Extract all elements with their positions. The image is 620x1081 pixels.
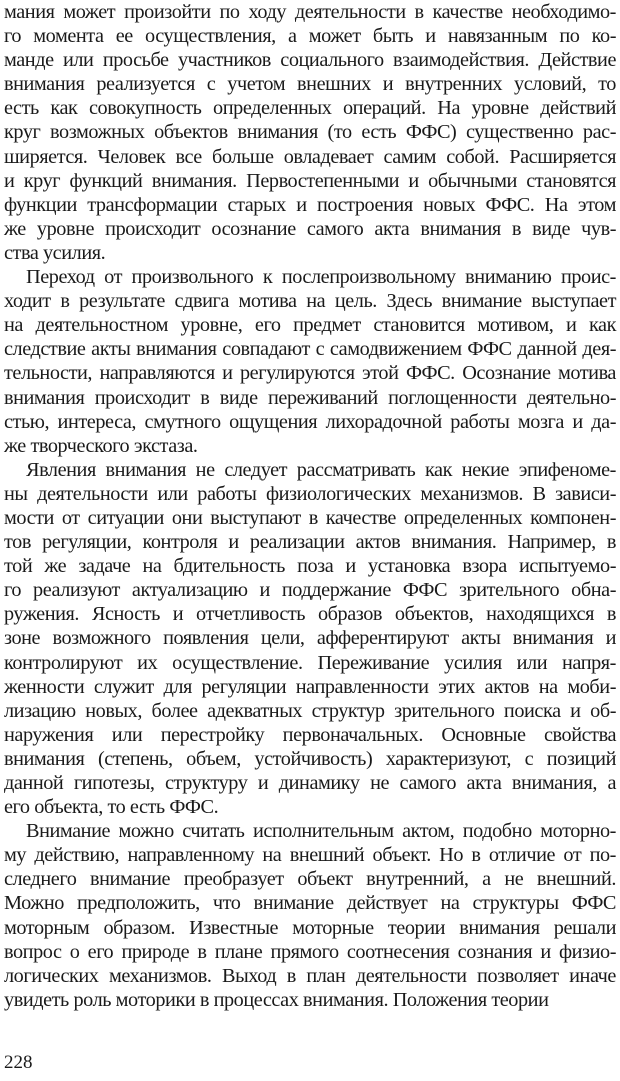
text-line: тельности, направляются и регулируются этой ФФС. Осознание мотива (4, 362, 616, 385)
text-line: логических механизмов. Выход в план деятельности позволяет иначе (4, 964, 616, 987)
text-line: моторным образом. Известные моторные теории внимания решали (4, 916, 616, 939)
text-line: ружения. Ясность и отчетливость образов объектов, находящихся в (4, 603, 616, 626)
text-line: Переход от произвольного к послепроизвольному вниманию проис- (26, 266, 616, 289)
text-line: женности служит для регуляции направленности этих актов на моби- (4, 675, 616, 698)
paragraph (4, 819, 616, 1012)
text-line: данной гипотезы, структуру и динамику не самого акта внимания, а (4, 772, 616, 794)
paragraph (4, 265, 616, 458)
text-line: внимания реализуется с учетом внешних и внутренних условий, то (4, 73, 616, 96)
text-line: му действию, направленному на внешний объект. Но в отличие от по- (4, 844, 616, 867)
text-line: есть как совокупность определенных операций. На уровне действий (4, 97, 616, 120)
text-line: внимания (степень, объем, устойчивость) характеризуют, с позиций (4, 747, 616, 770)
text-line: следнего внимание преобразует объект внутренний, а не внешний. (4, 868, 616, 891)
text-line: ходит в результате сдвига мотива на цель. Здесь внимание выступает (4, 290, 616, 313)
text-line: следствие акты внимания совпадают с самодвижением ФФС данной дея- (4, 338, 616, 361)
text-line: той же задаче на бдительность поза и установка взора испытуемо- (4, 555, 616, 578)
text-line: же уровне происходит осознание самого акта внимания в виде чув- (4, 217, 616, 240)
text-line: стью, интереса, смутного ощущения лихорадочной работы мозга и да- (4, 410, 616, 433)
text-line: на деятельностном уровне, его предмет становится мотивом, и как (4, 314, 616, 337)
text-line: же творческого экстаза. (4, 434, 198, 457)
text-line: Можно предположить, что внимание действует на структуры ФФС (4, 892, 616, 915)
text-line: внимания происходит в виде переживаний поглощенности деятельно- (4, 386, 616, 409)
text-line: контролируют их осуществление. Переживание усилия или напря- (4, 651, 616, 674)
text-line: мания может произойти по ходу деятельности в качестве необходимо- (4, 1, 616, 23)
text-line: го реализуют актуализацию и поддержание ФФС зрительного обна- (4, 579, 616, 602)
text-line: и круг функций внимания. Первостепенными и обычными становятся (4, 169, 616, 192)
paragraph (4, 458, 616, 819)
text-line: ширяется. Человек все больше овладевает самим собой. Расширяется (4, 145, 616, 168)
text-line: Внимание можно считать исполнительным актом, подобно моторно- (26, 820, 616, 843)
text-line: его объекта, то есть ФФС. (4, 796, 219, 819)
body-text (4, 0, 616, 1012)
text-line: лизацию новых, более адекватных структур зрительного поиска и об- (4, 699, 616, 722)
text-line: ны деятельности или работы физиологических механизмов. В зависи- (4, 482, 616, 505)
text-line: круг возможных объектов внимания (то есть ФФС) существенно рас- (4, 121, 616, 144)
text-line: функции трансформации старых и построения новых ФФС. На этом (4, 193, 616, 216)
text-line: наружения или перестройку первоначальных. Основные свойства (4, 723, 616, 746)
text-line: тов регуляции, контроля и реализации актов внимания. Например, в (4, 531, 616, 554)
text-line: увидеть роль моторики в процессах внимания. Положения теории (4, 988, 549, 1011)
text-line: зоне возможного появления цели, афферентируют акты внимания и (4, 627, 616, 650)
text-line: Явления внимания не следует рассматривать как некие эпифеноме- (26, 458, 616, 481)
text-line: ства усилия. (4, 241, 106, 264)
text-line: мости от ситуации они выступают в качестве определенных компонен- (4, 506, 616, 529)
text-line: манде или просьбе участников социального взаимодействия. Действие (4, 49, 616, 72)
page-number: 228 (4, 1052, 33, 1073)
paragraph (4, 0, 616, 265)
text-line: вопрос о его природе в плане прямого соотнесения сознания и физио- (4, 940, 616, 963)
text-line: го момента ее осуществления, а может быть и навязанным по ко- (4, 25, 616, 48)
